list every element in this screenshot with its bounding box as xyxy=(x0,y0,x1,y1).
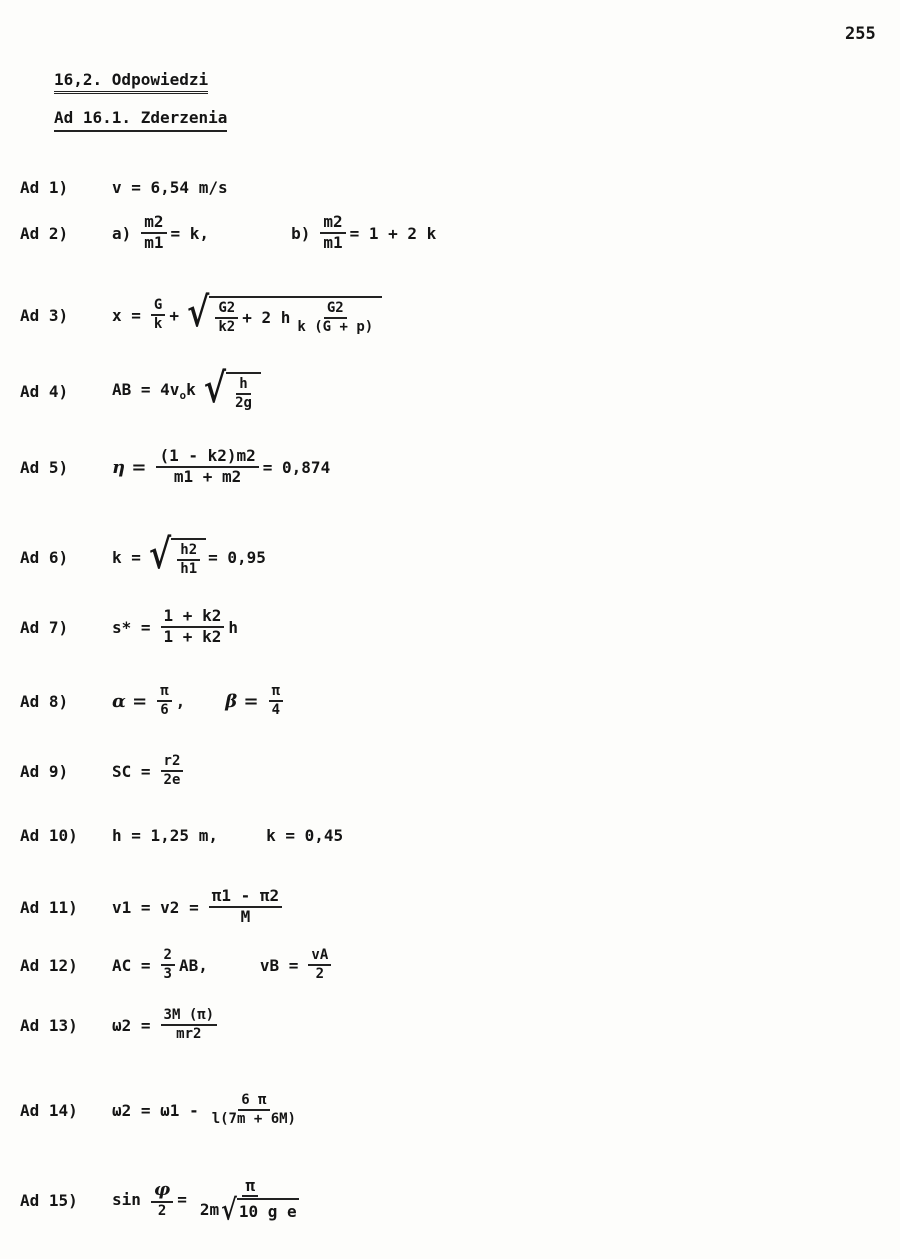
answer-label: Ad 14) xyxy=(20,1100,78,1120)
denominator: m1 xyxy=(323,233,343,252)
fraction xyxy=(161,754,184,787)
radical-sign-icon: √ xyxy=(148,530,172,579)
lhs: SC = xyxy=(112,761,151,781)
rhs: = 0,874 xyxy=(262,457,331,477)
answer-label: Ad 3) xyxy=(20,305,69,325)
fraction xyxy=(215,301,238,334)
answer-expression: v = 6,54 m/s xyxy=(112,177,228,197)
answer-expression xyxy=(112,684,287,717)
radical-sign-icon: √ xyxy=(221,1192,237,1228)
operator: + xyxy=(169,305,179,325)
numerator: h xyxy=(236,377,250,395)
fraction xyxy=(161,948,175,981)
operator: = xyxy=(177,1190,187,1210)
radical-sign-icon: √ xyxy=(203,364,227,413)
answer-7 xyxy=(20,592,244,662)
lhs: β = xyxy=(225,690,259,712)
answer-expression xyxy=(112,948,335,981)
answer-5 xyxy=(20,432,336,502)
answer-expression xyxy=(112,608,244,646)
numerator: h2 xyxy=(177,543,200,561)
answer-label: Ad 8) xyxy=(20,691,69,711)
denominator: k (G + p) xyxy=(297,318,374,335)
denominator: 1 + k2 xyxy=(163,627,222,646)
lhs-text: AB = 4v xyxy=(112,379,180,399)
answer-expression xyxy=(112,530,272,579)
part-b-label: b) xyxy=(291,223,311,243)
fraction xyxy=(209,888,282,926)
numerator: G2 xyxy=(324,301,347,319)
fraction xyxy=(151,298,165,331)
answer-label: Ad 6) xyxy=(20,547,69,567)
answer-label: Ad 2) xyxy=(20,223,69,243)
page-number: 255 xyxy=(845,24,876,44)
factor: k xyxy=(186,379,196,399)
numerator: G xyxy=(151,298,165,316)
fraction xyxy=(294,301,376,334)
answer-label: Ad 12) xyxy=(20,955,78,975)
answer-6 xyxy=(20,522,272,592)
square-root xyxy=(186,288,382,337)
lhs xyxy=(112,380,196,402)
answer-label: Ad 4) xyxy=(20,381,69,401)
fraction xyxy=(156,448,258,486)
answer-10 xyxy=(20,800,343,870)
rhs: = 0,95 xyxy=(208,547,266,567)
section-heading: 16,2. Odpowiedzi xyxy=(54,70,208,94)
fraction xyxy=(161,608,225,646)
numerator: G2 xyxy=(215,301,238,319)
answer-label: Ad 13) xyxy=(20,1015,78,1035)
answer-expression xyxy=(112,448,336,486)
square-root xyxy=(148,530,206,579)
answer-label: Ad 1) xyxy=(20,177,69,197)
lhs: ω2 = ω1 - xyxy=(112,1100,199,1120)
answer-label: Ad 10) xyxy=(20,825,78,845)
fraction xyxy=(232,377,255,410)
answer-13 xyxy=(20,990,221,1060)
square-root xyxy=(203,364,261,413)
answer-expression xyxy=(112,1008,221,1041)
answer-label: Ad 11) xyxy=(20,897,78,917)
numerator: m2 xyxy=(320,214,345,234)
lhs: sin xyxy=(112,1190,141,1210)
denominator: mr2 xyxy=(176,1026,202,1042)
lhs: s* = xyxy=(112,617,151,637)
answer-15 xyxy=(20,1165,308,1235)
lhs: η = xyxy=(112,456,147,478)
fraction xyxy=(269,684,283,717)
denominator: 4 xyxy=(271,702,281,718)
numerator: r2 xyxy=(161,754,184,772)
numerator: 2 xyxy=(161,948,175,966)
numerator: 6 π xyxy=(238,1093,269,1111)
part-a-label: a) xyxy=(112,223,132,243)
numerator: φ xyxy=(151,1181,173,1203)
numerator: vA xyxy=(308,948,331,966)
numerator: π xyxy=(242,1178,258,1198)
subscript: o xyxy=(179,389,187,403)
denominator: 3 xyxy=(163,966,172,982)
denominator: l(7m + 6M) xyxy=(211,1111,296,1127)
subsection-heading: Ad 16.1. Zderzenia xyxy=(54,108,227,132)
numerator: π1 - π2 xyxy=(209,888,282,908)
lhs: AC = xyxy=(112,955,151,975)
lhs: k = xyxy=(112,547,141,567)
denominator: h1 xyxy=(180,560,198,577)
answer-expression xyxy=(112,288,384,337)
answer-expression xyxy=(112,1175,308,1228)
factor: AB, xyxy=(178,955,208,975)
answer-8 xyxy=(20,666,287,736)
denominator: 6 xyxy=(160,702,169,718)
answer-expression xyxy=(112,214,442,252)
denominator: M xyxy=(240,907,251,926)
denominator: k xyxy=(153,316,163,332)
answer-3 xyxy=(20,280,384,350)
lhs: v1 = v2 = xyxy=(112,897,199,917)
numerator: 1 + k2 xyxy=(161,608,225,628)
fraction xyxy=(320,214,345,252)
denominator: k2 xyxy=(218,318,236,335)
answer-4 xyxy=(20,356,263,426)
rhs: = 1 + 2 k xyxy=(349,223,437,243)
fraction xyxy=(151,1181,173,1219)
square-root xyxy=(221,1192,299,1228)
radicand: 10 g e xyxy=(237,1198,299,1222)
radicand-middle: + 2 h xyxy=(242,308,291,327)
answer-14 xyxy=(20,1075,303,1145)
separator: , xyxy=(175,691,186,711)
fraction xyxy=(197,1175,304,1228)
denominator: 2 xyxy=(157,1203,167,1220)
denominator: m1 xyxy=(144,233,164,252)
radicand xyxy=(209,296,382,334)
fraction xyxy=(209,1093,299,1126)
radicand xyxy=(226,372,261,410)
fraction xyxy=(141,214,166,252)
answer-expression: h = 1,25 m, k = 0,45 xyxy=(112,825,344,845)
lhs: ω2 = xyxy=(112,1015,151,1035)
answer-label: Ad 7) xyxy=(20,617,69,637)
fraction xyxy=(308,948,331,981)
denominator-factor: 2m xyxy=(199,1199,220,1219)
fraction xyxy=(161,1008,218,1041)
answer-expression xyxy=(112,888,286,926)
lhs: vB = xyxy=(259,955,299,975)
answer-label: Ad 9) xyxy=(20,761,69,781)
answer-label: Ad 5) xyxy=(20,457,69,477)
fraction xyxy=(157,684,171,717)
numerator: 3M (π) xyxy=(161,1008,218,1026)
answer-expression xyxy=(112,1093,303,1126)
numerator: π xyxy=(269,684,283,702)
fraction xyxy=(177,543,200,576)
answer-expression xyxy=(112,364,263,413)
lhs: α = xyxy=(112,690,148,712)
denominator xyxy=(197,1192,304,1228)
denominator: 2 xyxy=(315,966,325,982)
numerator: (1 - k2)m2 xyxy=(156,448,258,468)
numerator: m2 xyxy=(141,214,166,234)
numerator: π xyxy=(157,684,171,702)
radical-sign-icon: √ xyxy=(186,288,210,337)
denominator: 2e xyxy=(163,772,181,788)
denominator: 2g xyxy=(235,394,252,411)
denominator: m1 + m2 xyxy=(173,467,242,486)
rhs: h xyxy=(228,617,238,637)
lhs: x = xyxy=(112,305,141,325)
radicand xyxy=(171,538,206,576)
rhs: = k, xyxy=(170,223,210,243)
answer-2 xyxy=(20,198,442,268)
answer-9 xyxy=(20,736,187,806)
answer-expression xyxy=(112,754,187,787)
answer-label: Ad 15) xyxy=(20,1190,78,1210)
